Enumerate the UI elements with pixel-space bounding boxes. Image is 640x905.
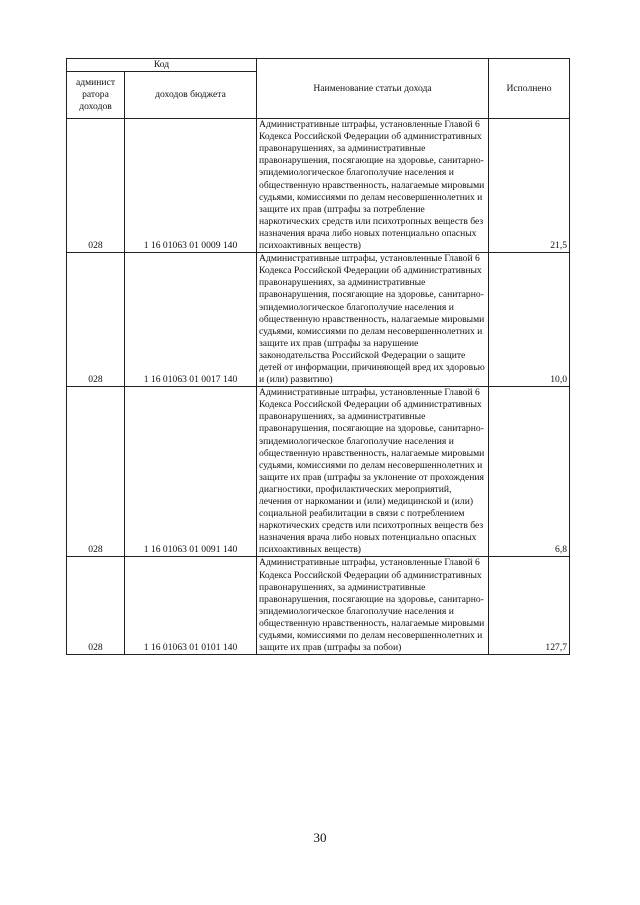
page-number: 30 [313,830,327,845]
row-budget-code: 1 16 01063 01 0091 140 [125,387,257,557]
row-description: Административные штрафы, установленные Главой 6 Кодекса Российской Федерации об административных правонарушениях, за административные правонарушения, посягающие на здоровье, санитарно-эпидемиологическое благополучие населения и общественную нравственность, налагаемые мировыми судьями, комиссиями по делам несовершеннолетних и защите их прав (штрафы за нарушение законодательства Российской Федерации о защите детей от информации, причиняющей вред их здоровью и (или) развитию) [257,253,489,387]
budget-revenue-table [66,58,570,655]
row-budget-code: 1 16 01063 01 0101 140 [125,557,257,655]
row-budget-code: 1 16 01063 01 0017 140 [125,253,257,387]
header-revenue-name: Наименование статьи дохода [257,59,489,119]
header-executed: Исполнено [489,59,570,119]
table-row [67,119,570,253]
row-description: Административные штрафы, установленные Главой 6 Кодекса Российской Федерации об административных правонарушениях, за административные правонарушения, посягающие на здоровье, санитарно-эпидемиологическое благополучие населения и общественную нравственность, налагаемые мировыми судьями, комиссиями по делам несовершеннолетних и защите их прав (штрафы за побои) [257,557,489,655]
table-row [67,253,570,387]
table-row [67,557,570,655]
header-administrator: админист ратора доходов [67,72,125,119]
header-code-group: Код [67,59,257,72]
row-admin-code: 028 [67,119,125,253]
table-row [67,387,570,557]
row-description: Административные штрафы, установленные Главой 6 Кодекса Российской Федерации об административных правонарушениях, за административные правонарушения, посягающие на здоровье, санитарно-эпидемиологическое благополучие населения и общественную нравственность, налагаемые мировыми судьями, комиссиями по делам несовершеннолетних и защите их прав (штрафы за потребление наркотических средств или психотропных веществ без назначения врача либо новых потенциально опасных психоактивных веществ) [257,119,489,253]
row-executed-value: 127,7 [489,557,570,655]
header-budget-code: доходов бюджета [125,72,257,119]
table-header-row [67,59,570,72]
row-executed-value: 10,0 [489,253,570,387]
row-description: Административные штрафы, установленные Главой 6 Кодекса Российской Федерации об административных правонарушениях, за административные правонарушения, посягающие на здоровье, санитарно-эпидемиологическое благополучие населения и общественную нравственность, налагаемые мировыми судьями, комиссиями по делам несовершеннолетних и защите их прав (штрафы за уклонение от прохождения диагностики, профилактических мероприятий, лечения от наркомании и (или) медицинской и (или) социальной реабилитации в связи с потреблением наркотических средств или психотропных веществ без назначения врача либо новых потенциально опасных психоактивных веществ) [257,387,489,557]
row-admin-code: 028 [67,557,125,655]
row-admin-code: 028 [67,387,125,557]
row-executed-value: 6,8 [489,387,570,557]
row-admin-code: 028 [67,253,125,387]
row-budget-code: 1 16 01063 01 0009 140 [125,119,257,253]
row-executed-value: 21,5 [489,119,570,253]
